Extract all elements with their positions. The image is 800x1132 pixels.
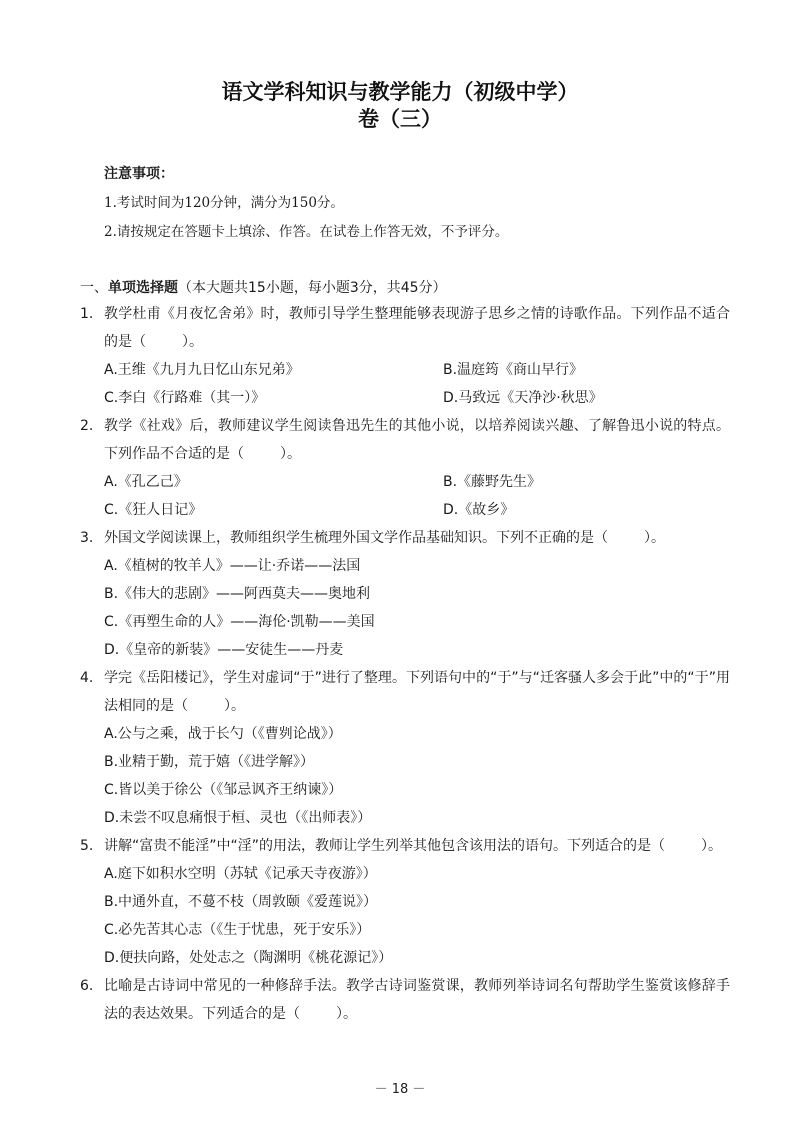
option-item: C.皆以美于徐公（《邹忌讽齐王纳谏》）	[104, 782, 343, 798]
question-stem	[104, 832, 730, 860]
page-number: － 18 －	[374, 1082, 426, 1097]
question-number: 2.	[80, 418, 94, 434]
option-item: A.《植树的牧羊人》——让·乔诺——法国	[104, 558, 361, 574]
option-item: D.便扶向路，处处志之（陶渊明《桃花源记》）	[104, 950, 393, 966]
question-stem-text: 教学杜甫《月夜忆舍弟》时，教师引导学生整理能够表现游子思乡之情的诗歌作品。下列作品不适合的是（	[104, 306, 730, 350]
option-item: B.中通外直，不蔓不枝（周敦颐《爱莲说》）	[104, 894, 378, 910]
question-stem	[104, 664, 730, 720]
options-list	[104, 468, 730, 524]
question-item	[80, 972, 730, 1028]
options-list	[104, 720, 730, 832]
question-item	[80, 300, 730, 412]
section-label: 一、	[80, 280, 108, 296]
notice-item: 1.考试时间为120分钟，满分为150分。	[104, 195, 344, 211]
option-item: D.《皇帝的新装》——安徒生——丹麦	[104, 642, 344, 658]
question-stem-text: 教学《社戏》后，教师建议学生阅读鲁迅先生的其他小说，以培养阅读兴趣、了解鲁迅小说的特点。下列作品不合适的是（	[104, 418, 730, 462]
option-item: C.李白《行路难（其一）》	[104, 390, 266, 406]
option-item: B.《伟大的悲剧》——阿西莫夫——奥地利	[104, 586, 371, 602]
option-item: A.王维《九月九日忆山东兄弟》	[104, 362, 300, 378]
option-item: D.马致远《天净沙·秋思》	[443, 390, 603, 406]
notice-heading: 注意事项：	[104, 166, 174, 182]
question-stem-text: 学完《岳阳楼记》，学生对虚词“于”进行了整理。下列语句中的“于”与“迁客骚人多会于此”中的“于”用法相同的是（	[104, 670, 730, 714]
question-item	[80, 664, 730, 832]
option-item: C.《狂人日记》	[104, 502, 203, 518]
question-number: 5.	[80, 838, 94, 854]
notice-item: 2.请按规定在答题卡上填涂、作答。在试卷上作答无效，不予评分。	[104, 224, 509, 240]
question-number: 1.	[80, 306, 94, 322]
option-item: B.业精于勤，荒于嬉（《进学解》）	[104, 754, 315, 770]
section-note: （本大题共15小题，每小题3分，共45分）	[178, 280, 447, 296]
question-item	[80, 412, 730, 524]
section-heading	[80, 277, 447, 297]
question-number: 6.	[80, 978, 94, 994]
question-stem	[104, 412, 730, 468]
question-list	[80, 300, 730, 1028]
question-stem-end: ）。	[182, 334, 203, 350]
option-item: C.《再塑生命的人》——海伦·凯勒——美国	[104, 614, 375, 630]
option-item: B.《藤野先生》	[443, 474, 542, 490]
question-stem	[104, 972, 730, 1028]
option-item: A.公与之乘，战于长勺（《曹刿论战》）	[104, 726, 342, 742]
option-item: A.庭下如积水空明（苏轼《记承天寺夜游》）	[104, 866, 377, 882]
question-stem	[104, 524, 730, 552]
question-stem-end: ）。	[644, 530, 665, 546]
question-stem-text: 讲解“富贵不能淫”中“淫”的用法，教师让学生列举其他包含该用法的语句。下列适合的是（	[104, 838, 666, 854]
question-stem-text: 外国文学阅读课上，教师组织学生梳理外国文学作品基础知识。下列不正确的是（	[104, 530, 608, 546]
question-stem-end: ）。	[701, 838, 723, 854]
option-item: D.《故乡》	[443, 502, 515, 518]
question-stem-text: 比喻是古诗词中常见的一种修辞手法。教学古诗词鉴赏课，教师列举诗词名句帮助学生鉴赏该修辞手法的表达效果。下列适合的是（	[104, 978, 730, 1022]
question-stem	[104, 300, 730, 356]
question-number: 4.	[80, 670, 94, 686]
question-stem-end: ）。	[280, 446, 301, 462]
exam-title: 语文学科知识与教学能力（初级中学）	[221, 80, 579, 104]
option-item: D.未尝不叹息痛恨于桓、灵也（《出师表》）	[104, 810, 372, 826]
option-item: B.温庭筠《商山早行》	[443, 362, 584, 378]
options-list	[104, 552, 730, 664]
question-number: 3.	[80, 530, 94, 546]
question-item	[80, 832, 730, 972]
exam-subtitle: 卷（三）	[358, 107, 442, 131]
question-item	[80, 524, 730, 664]
section-title: 单项选择题	[108, 280, 178, 296]
option-item: A.《孔乙己》	[104, 474, 188, 490]
question-stem-end: ）。	[336, 1006, 357, 1022]
options-list	[104, 356, 730, 412]
options-list	[104, 860, 730, 972]
question-stem-end: ）。	[224, 698, 245, 714]
option-item: C.必先苦其心志（《生于忧患，死于安乐》）	[104, 922, 371, 938]
